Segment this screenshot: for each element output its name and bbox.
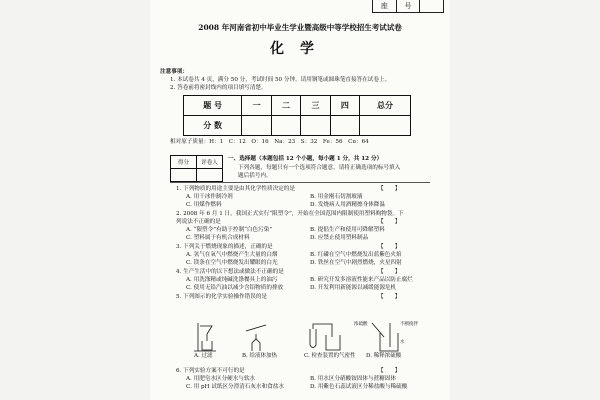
- subject-title: 化学: [270, 41, 330, 57]
- grader-name-label: 评卷人: [197, 156, 223, 169]
- grader-score-label: 得分: [171, 156, 197, 169]
- q3-option-c: C. 镁条在空气中燃烧发出耀眼的白光: [186, 260, 278, 266]
- q1-option-c: C. 用煤作燃料: [186, 202, 222, 208]
- q2-stem: 2. 2008 年 6 月 1 日，我国正式实行“限塑令”，开始在全国范围内限制使用塑料购物袋。下: [176, 211, 404, 217]
- b-alcohol-lamp: [252, 339, 260, 351]
- a-beaker: [202, 341, 212, 350]
- q1-stem: 1. 下列物质的用途主要是由其化学性质决定的是: [176, 186, 295, 192]
- d-acid-stream: [372, 323, 384, 337]
- q3-answer-bracket: 【 】: [378, 244, 401, 250]
- divider-line: [170, 182, 430, 183]
- score-header-cell: 总分: [360, 96, 411, 116]
- q5-d-label: 不断搅拌: [400, 322, 418, 327]
- q3-option-a: A. 氢气在氧气中燃烧产生大量的白烟: [186, 252, 278, 258]
- score-cell: [330, 116, 359, 136]
- score-table: [183, 95, 411, 136]
- seat-number-box: [372, 0, 444, 13]
- score-header-cell: 二: [271, 96, 300, 116]
- c-test-tube: [310, 329, 316, 348]
- q5-option-a: A. 过滤: [194, 353, 213, 360]
- score-header-cell: 四: [330, 96, 359, 116]
- q3-option-d: D. 铁丝在空气中剧烈燃烧，火星四射: [310, 260, 402, 266]
- q5-option-b: B. 给液体加热: [242, 353, 278, 360]
- q4-option-c: C. 使用无铅汽油以减少含铅物质的排放: [186, 285, 284, 291]
- q2-option-d: D. 应禁止使用塑料制品: [310, 235, 369, 241]
- score-cell: [271, 116, 300, 136]
- q3-stem: 3. 下列关于燃烧现象的描述，正确的是: [176, 244, 273, 250]
- q1-answer-bracket: 【 】: [378, 186, 401, 192]
- q2-option-b: B. 提倡生产和使用可降解塑料: [310, 227, 385, 233]
- exam-paper: [150, 0, 450, 400]
- q1-option-d: D. 发烧病人用酒精擦身体降温: [310, 202, 385, 208]
- q3-option-b: B. 红磷在空气中燃烧发出蓝紫色火焰: [310, 252, 402, 258]
- seat-label: 座: [373, 0, 397, 12]
- grader-blank: [171, 169, 197, 182]
- q4-option-a: A. 用洗涤精或纯碱洗涤餐具上的油污: [186, 277, 278, 283]
- seat-blank: [420, 0, 443, 12]
- q2-option-a: A. “限塑令”有助于控制“白色污染”: [186, 227, 273, 233]
- grader-blank: [197, 169, 223, 182]
- score-cell: [301, 116, 330, 136]
- score-cell: [242, 116, 271, 136]
- q4-option-b: B. 研究开发多溶液性能来产品以防止腐烂: [310, 277, 413, 283]
- score-header-cell: 三: [301, 96, 330, 116]
- q4-option-d: D. 开发利用新能源以减缓能源危机: [310, 285, 397, 291]
- atomic-masses: 相对原子质量：H：1 C：12 O：16 Na：23 S：32 Fe：56 Cu：64: [170, 139, 369, 145]
- q2-stem-2: 列说法不正确的是: [176, 219, 221, 225]
- section-title: 一、选择题（本题包括 12 个小题，每小题 1 分，共 12 分）: [228, 156, 383, 162]
- b-test-tube: [246, 325, 266, 331]
- q6-option-d: D. 用紫色石蕊试液区分稀盐酸与稀硫酸: [310, 384, 408, 390]
- section-instructions-2: 题后括号内。: [238, 173, 272, 179]
- q6-answer-bracket: 【 】: [378, 368, 401, 374]
- q5-option-d: D. 稀释浓硫酸: [366, 353, 402, 360]
- q6-stem: 6. 下列实验方案不可行的是: [176, 368, 245, 374]
- q5-answer-bracket: 【 】: [378, 294, 401, 300]
- q5-d-label-2: 浓硫酸: [354, 322, 368, 327]
- notice-heading: 注意事项：: [160, 69, 188, 75]
- q4-stem: 4. 生产生活中的以下想法或做法不正确的是: [176, 269, 284, 275]
- score-header-cell: 一: [242, 96, 271, 116]
- q4-answer-bracket: 【 】: [378, 269, 401, 275]
- q1-option-a: A. 用干冰作制冷剂: [186, 194, 233, 200]
- q5-stem: 5. 下列图示的化学实验操作错误的是: [176, 294, 268, 300]
- q5-option-c: C. 检查装置的气密性: [304, 353, 356, 360]
- q6-option-a: A. 用肥皂水区分硬水与软水: [186, 376, 256, 382]
- notice-item-2: 2. 答卷前将密封线内的项目填写清楚。: [170, 85, 267, 91]
- q5-figure: [194, 321, 418, 361]
- grader-box: [170, 155, 223, 182]
- seat-label-2: 号: [397, 0, 421, 12]
- q2-answer-bracket: 【 】: [378, 219, 401, 225]
- a-funnel: [200, 326, 212, 341]
- q5-d-label-3: 水: [400, 340, 405, 345]
- score-row-label: 分 数: [184, 116, 242, 136]
- q1-option-b: B. 用金刚石切割玻璃: [310, 194, 363, 200]
- q6-option-c: C. 用 pH 试纸区分澄清石灰水和食盐水: [186, 384, 284, 390]
- section-instructions: 下列各题，每题只有一个选项符合题意，请将正确选项的标号填入: [238, 165, 401, 171]
- exam-title: 2008 年河南省初中毕业生学业暨高级中等学校招生考试试卷: [198, 23, 402, 32]
- score-cell: [360, 116, 411, 136]
- c-beaker: [326, 335, 340, 350]
- q6-option-b: B. 用水区分硝酸铵固体与蔗糖固体: [310, 376, 396, 382]
- notice-item-1: 1. 本试卷共 4 页，满分 50 分，考试时间 50 分钟。请用钢笔或圆珠笔直接答在试卷上。: [170, 77, 391, 83]
- q2-option-c: C. 塑料属于有机合成材料: [186, 235, 250, 241]
- score-header-cell: 题 号: [184, 96, 242, 116]
